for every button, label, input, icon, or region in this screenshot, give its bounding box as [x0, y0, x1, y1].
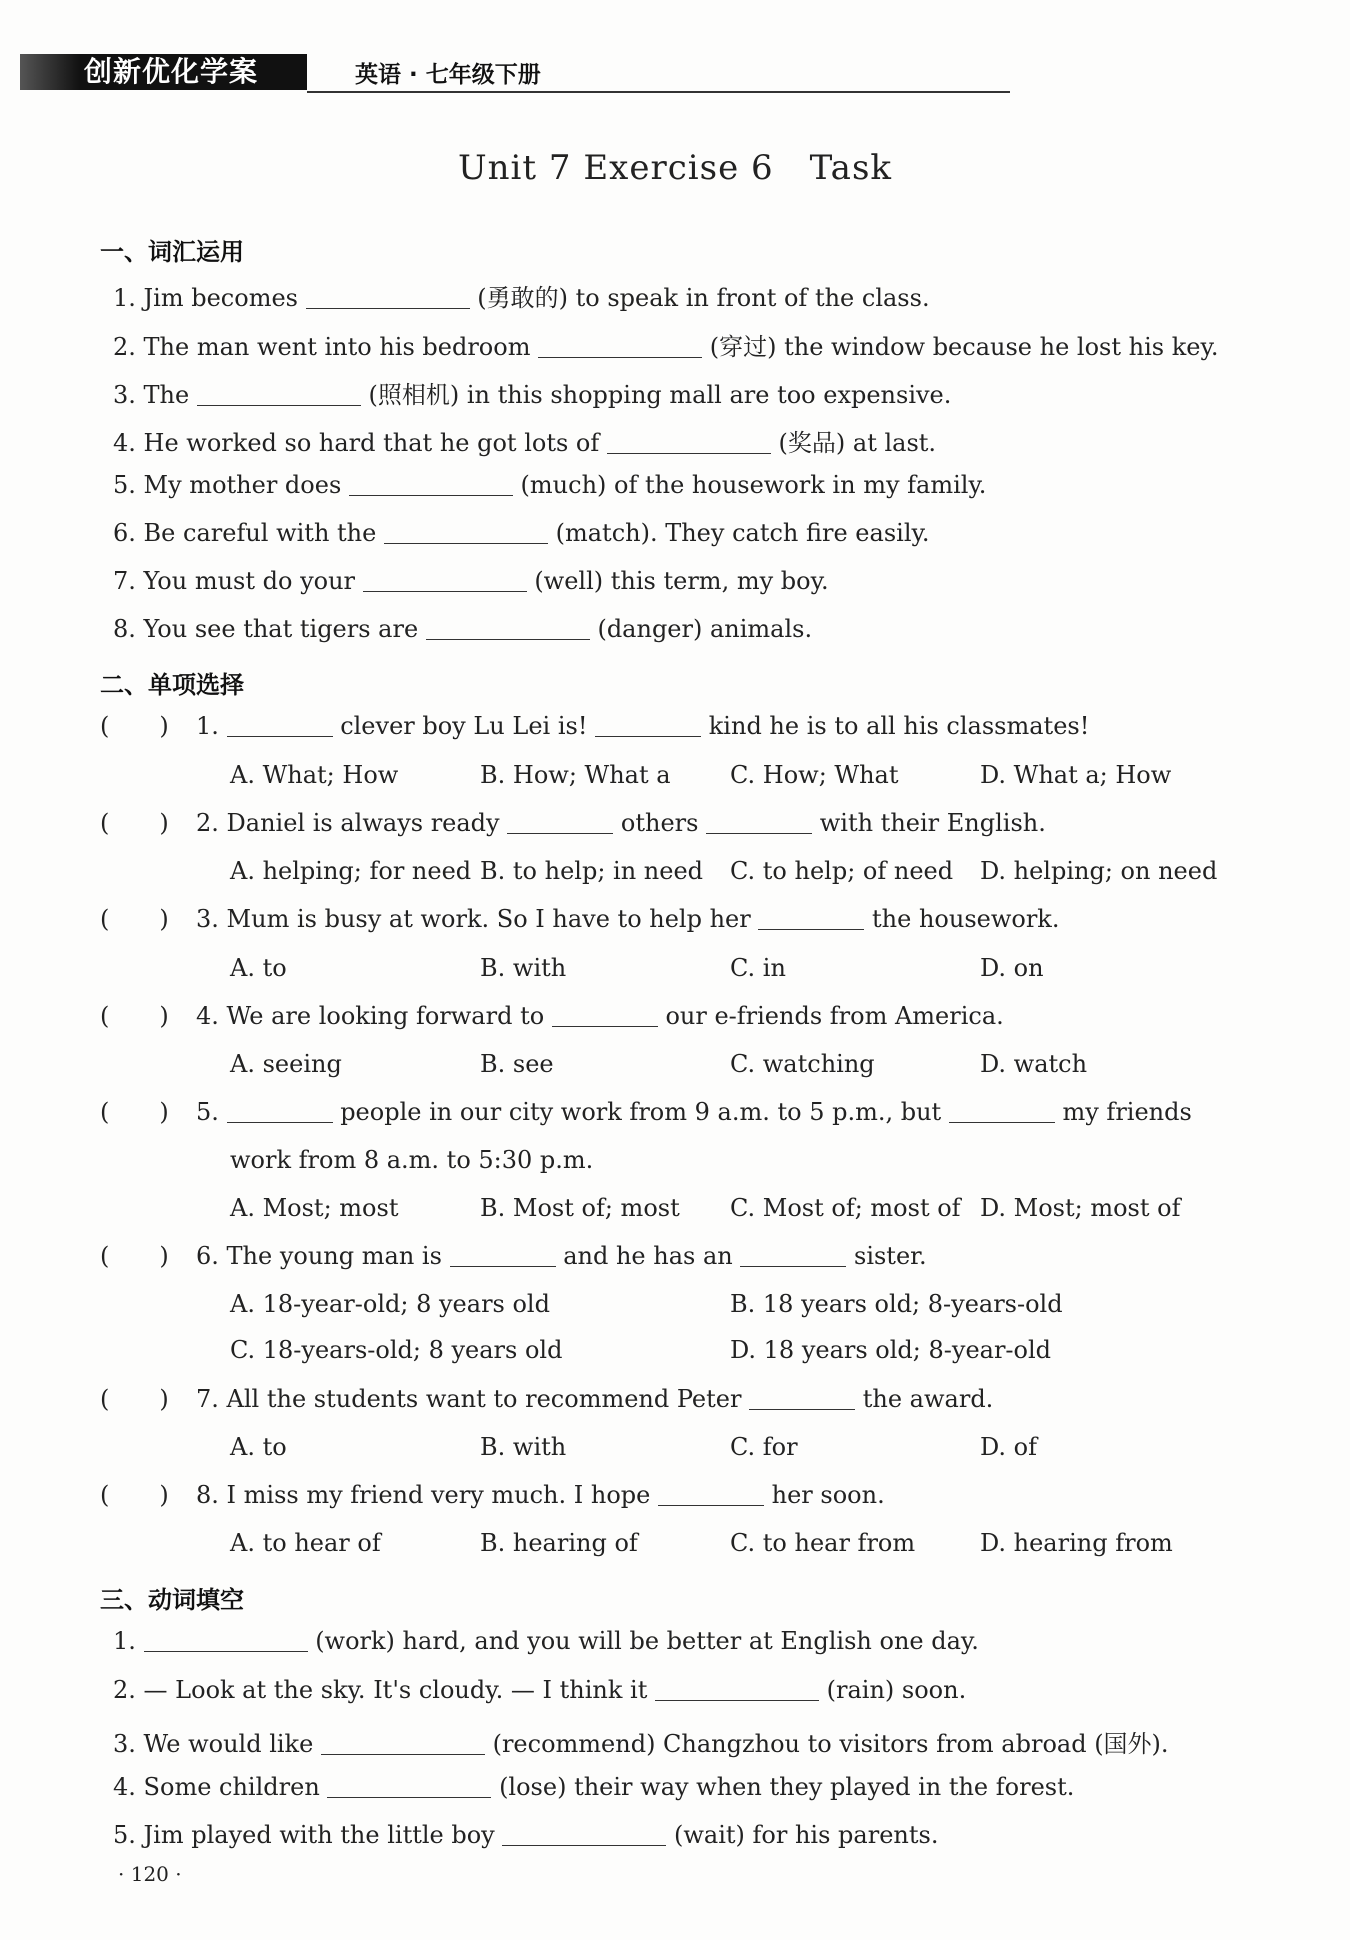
verb-item: 5. Jim played with the little boy (wait) for his parents.	[113, 1821, 939, 1849]
brand-text: 创新优化学案	[84, 55, 259, 88]
verb-item: 1. (work) hard, and you will be better at English one day.	[113, 1627, 979, 1655]
answer-blank[interactable]	[607, 429, 771, 454]
option-b[interactable]: B. hearing of	[480, 1529, 638, 1557]
section-heading-choice: 二、单项选择	[100, 671, 244, 699]
option-d[interactable]: D. of	[980, 1433, 1037, 1461]
option-c[interactable]: C. in	[730, 954, 786, 982]
option-a[interactable]: A. 18-year-old; 8 years old	[230, 1290, 550, 1318]
question-stem: 2. Daniel is always ready others with their English.	[196, 809, 1046, 837]
vocab-item: 2. The man went into his bedroom (穿过) the window because he lost his key.	[113, 333, 1219, 361]
question-stem: 7. All the students want to recommend Peter the award.	[196, 1385, 994, 1413]
answer-bracket[interactable]: ( )	[100, 905, 169, 933]
vocab-item: 8. You see that tigers are (danger) animals.	[113, 615, 813, 643]
option-a[interactable]: A. to	[230, 1433, 287, 1461]
page-title	[0, 148, 1350, 188]
answer-blank[interactable]	[706, 809, 812, 834]
answer-bracket[interactable]: ( )	[100, 1385, 169, 1413]
section-heading-verbs: 三、动词填空	[100, 1586, 244, 1614]
answer-bracket[interactable]: ( )	[100, 1098, 169, 1126]
option-d[interactable]: D. hearing from	[980, 1529, 1173, 1557]
subject-label: 英语 · 七年级下册	[355, 62, 541, 88]
answer-blank[interactable]	[306, 284, 470, 309]
answer-bracket[interactable]: ( )	[100, 1242, 169, 1270]
brand-mark	[20, 54, 80, 90]
answer-blank[interactable]	[538, 333, 702, 358]
vocab-item: 6. Be careful with the (match). They catch fire easily.	[113, 519, 930, 547]
answer-blank[interactable]	[321, 1730, 485, 1755]
answer-blank[interactable]	[426, 615, 590, 640]
option-c[interactable]: C. to help; of need	[730, 857, 954, 885]
option-a[interactable]: A. to hear of	[230, 1529, 381, 1557]
answer-blank[interactable]	[595, 712, 701, 737]
vocab-item: 4. He worked so hard that he got lots of (奖品) at last.	[113, 429, 937, 457]
answer-blank[interactable]	[227, 712, 333, 737]
option-b[interactable]: B. with	[480, 1433, 567, 1461]
option-c[interactable]: C. to hear from	[730, 1529, 916, 1557]
answer-blank[interactable]	[450, 1242, 556, 1267]
option-d[interactable]: D. helping; on need	[980, 857, 1218, 885]
page-number: · 120 ·	[118, 1862, 182, 1886]
option-d[interactable]: D. on	[980, 954, 1044, 982]
answer-bracket[interactable]: ( )	[100, 809, 169, 837]
brand-logo	[20, 54, 307, 90]
vocab-item: 3. The (照相机) in this shopping mall are too expensive.	[113, 381, 952, 409]
option-b[interactable]: B. with	[480, 954, 567, 982]
question-stem: 5. people in our city work from 9 a.m. to 5 p.m., but my friends	[196, 1098, 1192, 1126]
option-a[interactable]: A. seeing	[230, 1050, 342, 1078]
verb-item: 4. Some children (lose) their way when they played in the forest.	[113, 1773, 1075, 1801]
answer-blank[interactable]	[655, 1676, 819, 1701]
vocab-item: 5. My mother does (much) of the housework in my family.	[113, 471, 987, 499]
option-c[interactable]: C. Most of; most of	[730, 1194, 961, 1222]
answer-blank[interactable]	[749, 1385, 855, 1410]
answer-blank[interactable]	[384, 519, 548, 544]
option-c[interactable]: C. watching	[730, 1050, 875, 1078]
answer-blank[interactable]	[507, 809, 613, 834]
answer-blank[interactable]	[740, 1242, 846, 1267]
header-rule	[307, 91, 1010, 93]
option-b[interactable]: B. How; What a	[480, 761, 671, 789]
option-b[interactable]: B. see	[480, 1050, 554, 1078]
answer-blank[interactable]	[197, 381, 361, 406]
vocab-item: 7. You must do your (well) this term, my boy.	[113, 567, 829, 595]
answer-blank[interactable]	[949, 1098, 1055, 1123]
verb-item: 3. We would like (recommend) Changzhou to visitors from abroad (国外).	[113, 1730, 1169, 1758]
vocab-item: 1. Jim becomes (勇敢的) to speak in front of the class.	[113, 284, 930, 312]
answer-bracket[interactable]: ( )	[100, 1002, 169, 1030]
option-d[interactable]: D. What a; How	[980, 761, 1172, 789]
answer-blank[interactable]	[144, 1627, 308, 1652]
answer-blank[interactable]	[758, 905, 864, 930]
page-header	[20, 50, 1010, 92]
option-c[interactable]: C. for	[730, 1433, 798, 1461]
option-a[interactable]: A. helping; for need	[230, 857, 472, 885]
answer-bracket[interactable]: ( )	[100, 712, 169, 740]
option-b[interactable]: B. Most of; most	[480, 1194, 680, 1222]
option-a[interactable]: A. Most; most	[230, 1194, 399, 1222]
question-stem: 6. The young man is and he has an sister.	[196, 1242, 927, 1270]
title-task: Task	[809, 148, 892, 188]
option-b[interactable]: B. 18 years old; 8-years-old	[730, 1290, 1063, 1318]
verb-item: 2. — Look at the sky. It's cloudy. — I think it (rain) soon.	[113, 1676, 967, 1704]
question-stem: 8. I miss my friend very much. I hope her soon.	[196, 1481, 885, 1509]
option-d[interactable]: D. watch	[980, 1050, 1088, 1078]
option-a[interactable]: A. What; How	[230, 761, 399, 789]
answer-bracket[interactable]: ( )	[100, 1481, 169, 1509]
option-d[interactable]: D. 18 years old; 8-year-old	[730, 1336, 1052, 1364]
title-unit: Unit 7 Exercise 6	[458, 148, 774, 188]
answer-blank[interactable]	[363, 567, 527, 592]
question-stem: 4. We are looking forward to our e-friends from America.	[196, 1002, 1004, 1030]
answer-blank[interactable]	[552, 1002, 658, 1027]
option-c[interactable]: C. How; What	[730, 761, 899, 789]
answer-blank[interactable]	[658, 1481, 764, 1506]
answer-blank[interactable]	[502, 1821, 666, 1846]
section-heading-vocab: 一、词汇运用	[100, 238, 244, 266]
option-b[interactable]: B. to help; in need	[480, 857, 704, 885]
answer-blank[interactable]	[327, 1773, 491, 1798]
question-stem-continued: work from 8 a.m. to 5:30 p.m.	[230, 1146, 594, 1174]
option-a[interactable]: A. to	[230, 954, 287, 982]
question-stem: 1. clever boy Lu Lei is! kind he is to all his classmates!	[196, 712, 1090, 740]
answer-blank[interactable]	[227, 1098, 333, 1123]
option-d[interactable]: D. Most; most of	[980, 1194, 1181, 1222]
option-c[interactable]: C. 18-years-old; 8 years old	[230, 1336, 563, 1364]
answer-blank[interactable]	[349, 471, 513, 496]
question-stem: 3. Mum is busy at work. So I have to help her the housework.	[196, 905, 1060, 933]
